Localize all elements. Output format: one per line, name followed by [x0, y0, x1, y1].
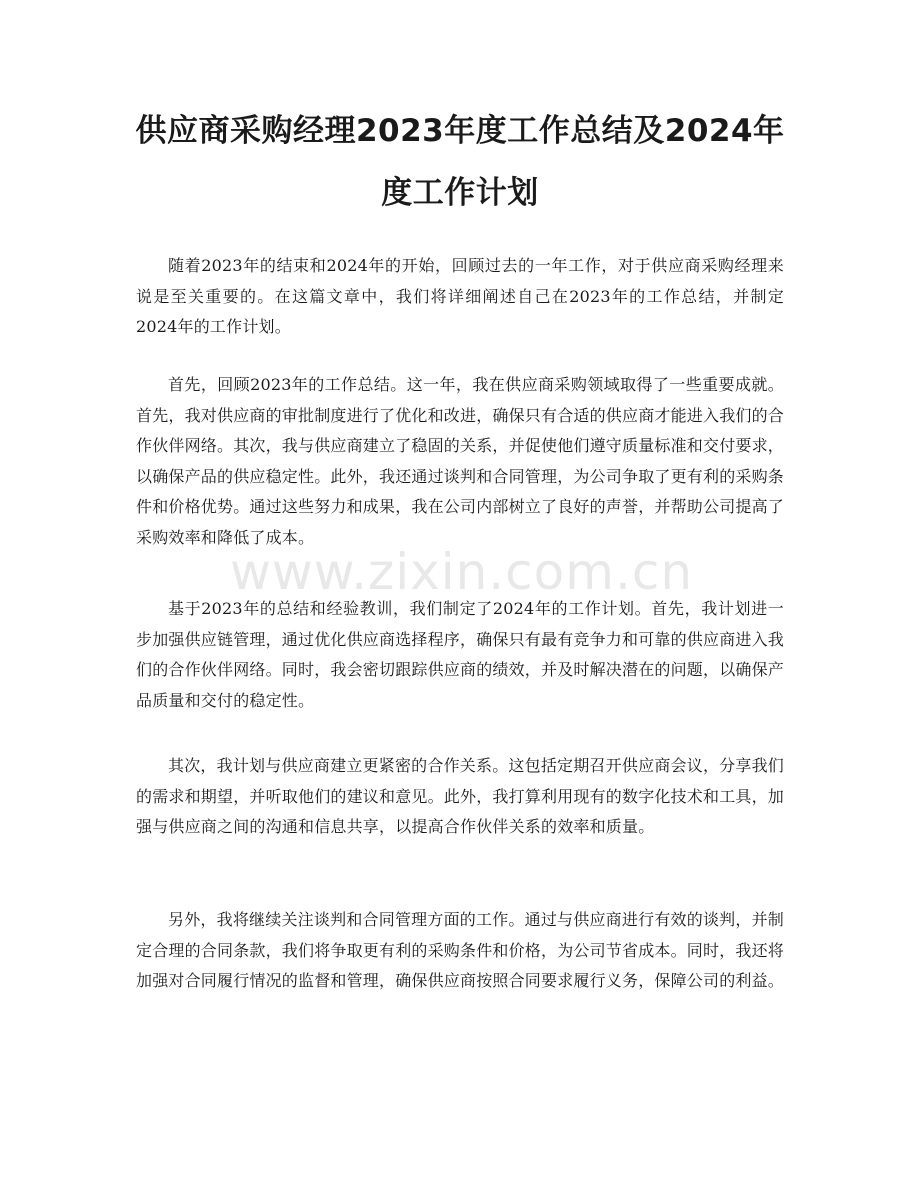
paragraph-2024-plan-negotiation: 另外，我将继续关注谈判和合同管理方面的工作。通过与供应商进行有效的谈判，并制定合理的合同条款，我们将争取更有利的采购条件和价格，为公司节省成本。同时，我还将加强对合同履行情况的监督和管理，确保供应商按照合同要求履行义务，保障公司的利益。 [136, 910, 785, 990]
paragraph-2023-summary: 首先，回顾2023年的工作总结。这一年，我在供应商采购领域取得了一些重要成就。首先，我对供应商的审批制度进行了优化和改进，确保只有合适的供应商才能进入我们的合作伙伴网络。其次，我与供应商建立了稳固的关系，并促使他们遵守质量标准和交付要求，以确保产品的供应稳定性。此外，我还通过谈判和合同管理，为公司争取了更有利的采购条件和价格优势。通过这些努力和成果，我在公司内部树立了良好的声誉，并帮助公司提高了采购效率和降低了成本。 [136, 375, 785, 547]
paragraph-2024-plan-cooperation: 其次，我计划与供应商建立更紧密的合作关系。这包括定期召开供应商会议，分享我们的需求和期望，并听取他们的建议和意见。此外，我打算利用现有的数字化技术和工具，加强与供应商之间的沟通和信息共享，以提高合作伙伴关系的效率和质量。 [136, 756, 785, 836]
paragraph-2024-plan-supply-chain: 基于2023年的总结和经验教训，我们制定了2024年的工作计划。首先，我计划进一步加强供应链管理，通过优化供应商选择程序，确保只有最有竞争力和可靠的供应商进入我们的合作伙伴网络。同时，我会密切跟踪供应商的绩效，并及时解决潜在的问题，以确保产品质量和交付的稳定性。 [136, 599, 785, 710]
document-title: 供应商采购经理2023年度工作总结及2024年度工作计划 [135, 113, 785, 211]
watermark-text: www.zixin.com.cn [230, 543, 694, 601]
paragraph-intro: 随着2023年的结束和2024年的开始，回顾过去的一年工作，对于供应商采购经理来说是至关重要的。在这篇文章中，我们将详细阐述自己在2023年的工作总结，并制定2024年的工作计划。 [136, 256, 784, 336]
